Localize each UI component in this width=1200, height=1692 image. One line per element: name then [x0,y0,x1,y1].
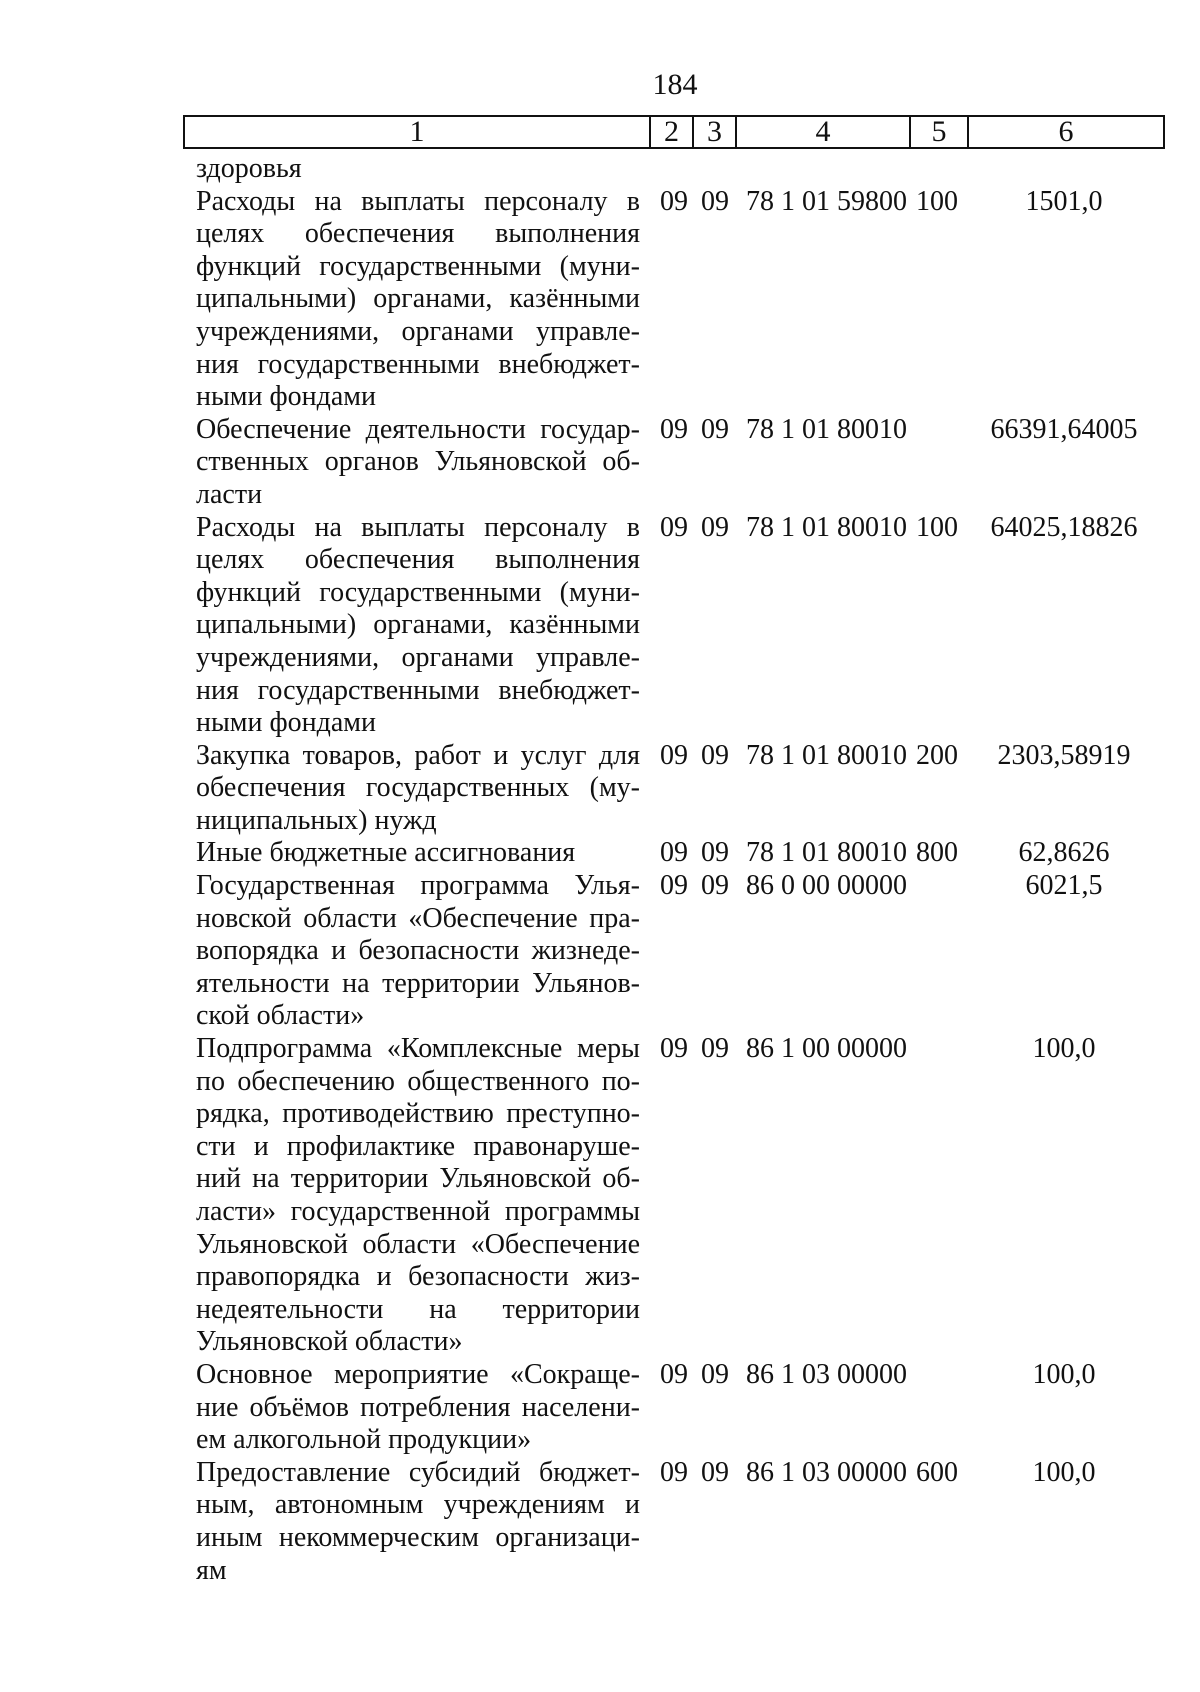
description-line: функций государственными (муни- [196,250,640,282]
section-code: 09 [660,511,688,543]
description-line: ципальными) органами, казёнными [196,283,640,315]
description-line: функций государственными (муни- [196,576,640,608]
table-row [0,870,1200,1033]
description-line: вопорядка и безопасности жизнеде- [196,935,640,967]
description-line: ской области» [196,1000,365,1032]
description-line: Ульяновской области» [196,1326,463,1358]
description-line: Подпрограмма «Комплексные меры [196,1033,640,1065]
description-line: рядка, противодействию преступно- [196,1098,640,1130]
description-line: ласти [196,478,263,510]
subsection-code: 09 [701,511,729,543]
description-line: Расходы на выплаты персоналу в [196,511,640,543]
table-row [0,1457,1200,1587]
row-description [196,1359,640,1457]
amount: 100,0 [1032,1033,1096,1065]
description-line: Предоставление субсидий бюджет- [196,1456,640,1488]
amount: 100,0 [1032,1358,1096,1390]
description-line: Закупка товаров, работ и услуг для [196,739,640,771]
page-number: 184 [652,68,698,101]
column-header-3: 3 [693,116,736,148]
description-line: обеспечения государственных (му- [196,772,640,804]
table-row [0,837,1200,870]
description-line: ям [196,1554,227,1586]
description-line: ния государственными внебюджет- [196,348,640,380]
section-code: 09 [660,1033,688,1065]
description-line: учреждениями, органами управле- [196,641,640,673]
description-line: целях обеспечения выполнения [196,544,640,576]
column-header-row [184,116,1164,148]
description-line: ния государственными внебюджет- [196,674,640,706]
budget-table-body [0,153,1200,1587]
row-description [196,186,640,414]
description-line: иным некоммерческим организаци- [196,1521,640,1553]
amount: 100,0 [1032,1456,1096,1488]
description-line: Иные бюджетные ассигнования [196,837,576,869]
description-line: правопорядка и безопасности жиз- [196,1261,640,1293]
table-row [0,1033,1200,1359]
amount: 66391,64005 [990,413,1138,445]
table-row [0,414,1200,512]
amount: 2303,58919 [997,739,1131,771]
table-row [0,1359,1200,1457]
description-line: ем алкогольной продукции» [196,1424,532,1456]
amount: 62,8626 [1018,837,1110,869]
target-article-code: 86 1 03 00000 [746,1358,907,1390]
subsection-code: 09 [701,185,729,217]
subsection-code: 09 [701,413,729,445]
section-code: 09 [660,413,688,445]
subsection-code: 09 [701,1033,729,1065]
target-article-code: 78 1 01 59800 [746,185,907,217]
description-line: ласти» государственной программы [196,1196,640,1227]
description-line: учреждениями, органами управле- [196,315,640,347]
description-line: здоровья [196,153,302,184]
row-description [196,837,640,870]
table-row [0,740,1200,838]
amount: 64025,18826 [990,511,1138,543]
table-row [0,153,1200,186]
column-header-4: 4 [736,116,910,148]
column-header-2: 2 [650,116,693,148]
row-description [196,740,640,838]
description-line: ными фондами [196,707,377,739]
section-code: 09 [660,1358,688,1390]
section-code: 09 [660,1456,688,1488]
section-code: 09 [660,837,688,869]
description-line: ными фондами [196,381,377,413]
target-article-code: 86 0 00 00000 [746,870,907,902]
description-line: целях обеспечения выполнения [196,218,640,250]
description-line: Государственная программа Улья- [196,870,640,902]
description-line: ние объёмов потребления населени- [196,1391,640,1423]
description-line: ний на территории Ульяновской об- [196,1163,640,1195]
column-header-table [183,115,1165,149]
subsection-code: 09 [701,1456,729,1488]
section-code: 09 [660,739,688,771]
amount: 1501,0 [1025,185,1103,217]
description-line: сти и профилактике правонаруше- [196,1130,640,1162]
table-row [0,512,1200,740]
section-code: 09 [660,185,688,217]
description-line: Обеспечение деятельности государ- [196,413,640,445]
description-line: новской области «Обеспечение пра- [196,902,640,934]
subsection-code: 09 [701,1358,729,1390]
expense-type-code: 200 [916,739,958,771]
description-line: Расходы на выплаты персоналу в [196,185,640,217]
description-line: недеятельности на территории [196,1293,640,1325]
amount: 6021,5 [1025,870,1103,902]
row-description [196,512,640,740]
table-row [0,186,1200,414]
section-code: 09 [660,870,688,902]
description-line: ципальными) органами, казёнными [196,609,640,641]
target-article-code: 78 1 01 80010 [746,511,907,543]
expense-type-code: 600 [916,1456,958,1488]
target-article-code: 78 1 01 80010 [746,837,907,869]
target-article-code: 78 1 01 80010 [746,739,907,771]
row-description [196,414,640,512]
description-line: ниципальных) нужд [196,804,437,836]
expense-type-code: 100 [916,511,958,543]
column-header-1: 1 [184,116,650,148]
description-line: ятельности на территории Ульянов- [196,967,640,999]
expense-type-code: 100 [916,185,958,217]
column-header-6: 6 [968,116,1164,148]
target-article-code: 78 1 01 80010 [746,413,907,445]
row-description [196,153,640,186]
target-article-code: 86 1 00 00000 [746,1033,907,1065]
column-header-5: 5 [910,116,968,148]
target-article-code: 86 1 03 00000 [746,1456,907,1488]
description-line: по обеспечению общественного по- [196,1065,640,1097]
description-line: ственных органов Ульяновской об- [196,446,640,478]
subsection-code: 09 [701,870,729,902]
row-description [196,1457,640,1587]
subsection-code: 09 [701,837,729,869]
description-line: ным, автономным учреждениям и [196,1489,640,1521]
description-line: Основное мероприятие «Сокраще- [196,1358,640,1390]
subsection-code: 09 [701,739,729,771]
description-line: Ульяновской области «Обеспечение [196,1228,640,1260]
expense-type-code: 800 [916,837,958,869]
row-description [196,1033,640,1359]
row-description [196,870,640,1033]
